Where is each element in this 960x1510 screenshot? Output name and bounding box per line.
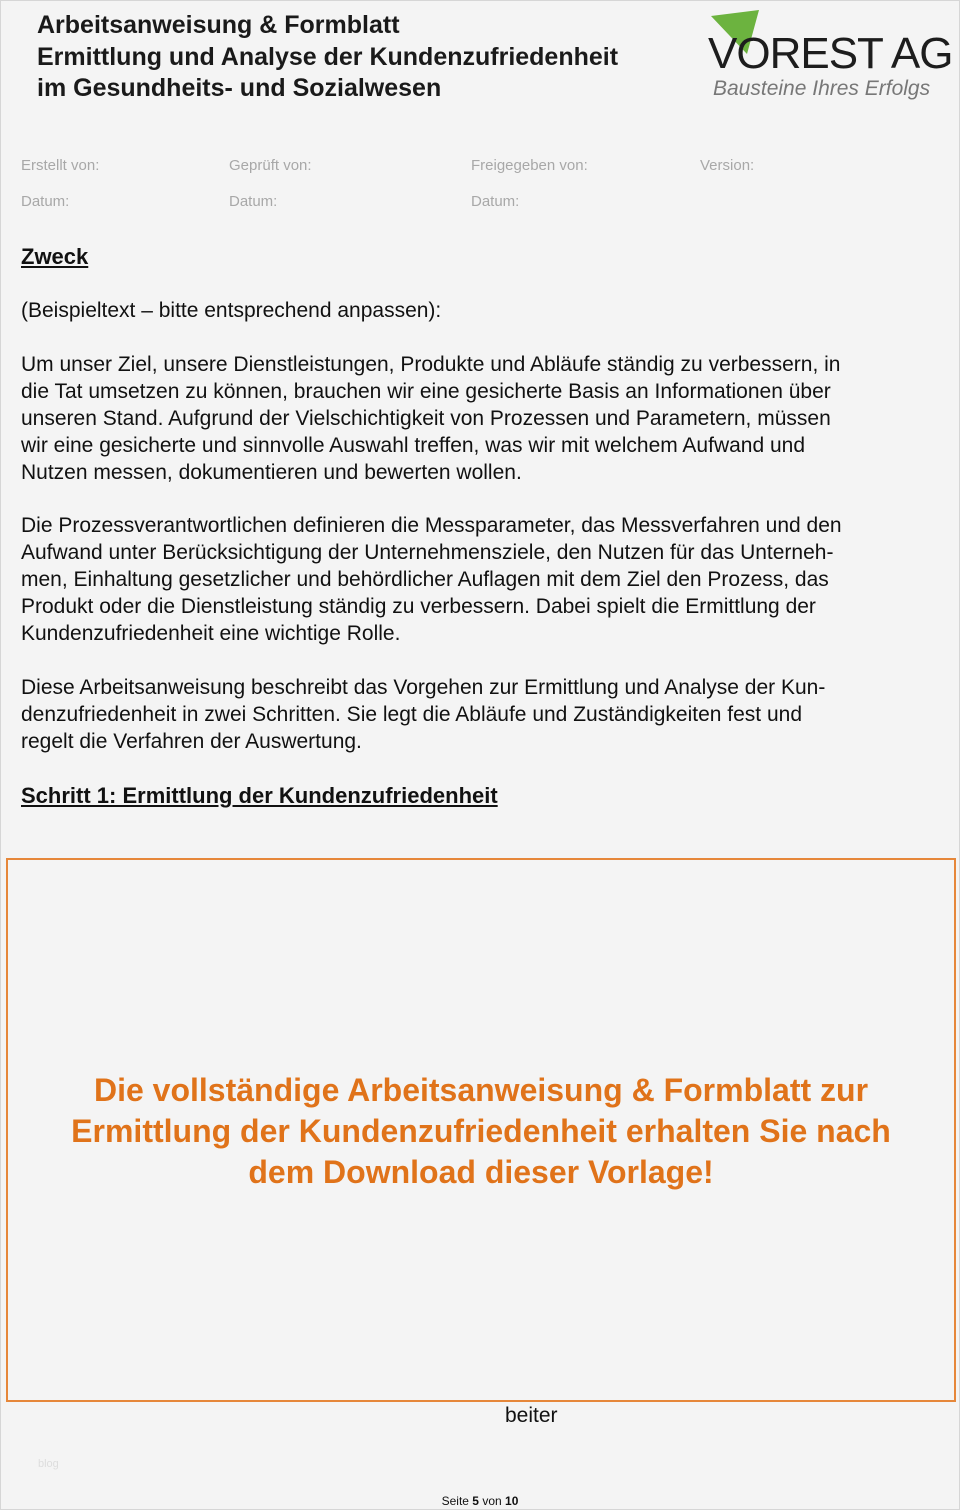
approved-by-label: Freigegeben von:	[471, 157, 588, 174]
watermark: blog	[38, 1458, 59, 1470]
company-logo	[705, 8, 953, 103]
text-line: Die Prozessverantwortlichen definieren die Messparameter, das Messverfahren und den	[21, 514, 842, 537]
text-line: Um unser Ziel, unsere Dienstleistungen, Produkte und Abläufe ständig zu verbessern, in	[21, 353, 841, 376]
intro-text: (Beispieltext – bitte entsprechend anpassen):	[21, 299, 442, 322]
text-line: Diese Arbeitsanweisung beschreibt das Vorgehen zur Ermittlung und Analyse der Kun-	[21, 676, 826, 699]
promo-line: dem Download dieser Vorlage!	[248, 1154, 714, 1190]
heading-schritt-1: Schritt 1: Ermittlung der Kundenzufriedenheit	[21, 783, 498, 808]
logo-name: VOREST AG	[708, 29, 953, 78]
date-label: Datum:	[21, 193, 70, 210]
checked-by-label: Geprüft von:	[229, 157, 312, 174]
paragraph-3	[21, 674, 825, 755]
page-number: 5	[472, 1494, 479, 1508]
text-line: men, Einhaltung gesetzlicher und behördlicher Auflagen mit dem Ziel den Prozess, das	[21, 568, 829, 591]
promo-line: Ermittlung der Kundenzufriedenheit erhalten Sie nach	[71, 1113, 891, 1149]
text-line: Kundenzufriedenheit eine wichtige Rolle.	[21, 622, 401, 645]
created-by-label: Erstellt von:	[21, 157, 100, 174]
footer-prefix: Seite	[441, 1494, 469, 1508]
page-footer	[0, 1494, 960, 1508]
text-line: unseren Stand. Aufgrund der Vielschichtigkeit von Prozessen und Parametern, müssen	[21, 407, 831, 430]
trailing-text: beiter	[505, 1404, 558, 1427]
text-line: die Tat umsetzen zu können, brauchen wir eine gesicherte Basis an Informationen über	[21, 380, 831, 403]
document-title	[37, 10, 618, 105]
version-label: Version:	[700, 157, 755, 174]
text-line: wir eine gesicherte und sinnvolle Auswahl treffen, was wir mit welchem Aufwand und	[21, 434, 806, 457]
heading-zweck: Zweck	[21, 244, 89, 269]
paragraph-2	[21, 512, 842, 647]
text-line: Aufwand unter Berücksichtigung der Unternehmensziele, den Nutzen für das Unterneh-	[21, 541, 834, 564]
title-line: im Gesundheits- und Sozialwesen	[37, 74, 442, 102]
title-line: Arbeitsanweisung & Formblatt	[37, 11, 400, 39]
title-line: Ermittlung und Analyse der Kundenzufriedenheit	[37, 42, 619, 71]
text-line: Produkt oder die Dienstleistung ständig zu verbessern. Dabei spielt die Ermittlung der	[21, 595, 816, 618]
text-line: denzufriedenheit in zwei Schritten. Sie legt die Abläufe und Zuständigkeiten fest und	[21, 703, 803, 726]
promo-line: Die vollständige Arbeitsanweisung & Formblatt zur	[93, 1072, 869, 1108]
date-label: Datum:	[471, 193, 520, 210]
date-label: Datum:	[229, 193, 278, 210]
footer-middle: von	[482, 1494, 502, 1508]
text-line: regelt die Verfahren der Auswertung.	[21, 730, 362, 753]
text-line: Nutzen messen, dokumentieren und bewerten wollen.	[21, 461, 522, 484]
logo-tagline: Bausteine Ihres Erfolgs	[713, 77, 931, 100]
download-promo-text	[8, 1070, 954, 1193]
download-overlay	[6, 858, 956, 1402]
paragraph-1	[21, 351, 840, 486]
page-total: 10	[505, 1494, 519, 1508]
